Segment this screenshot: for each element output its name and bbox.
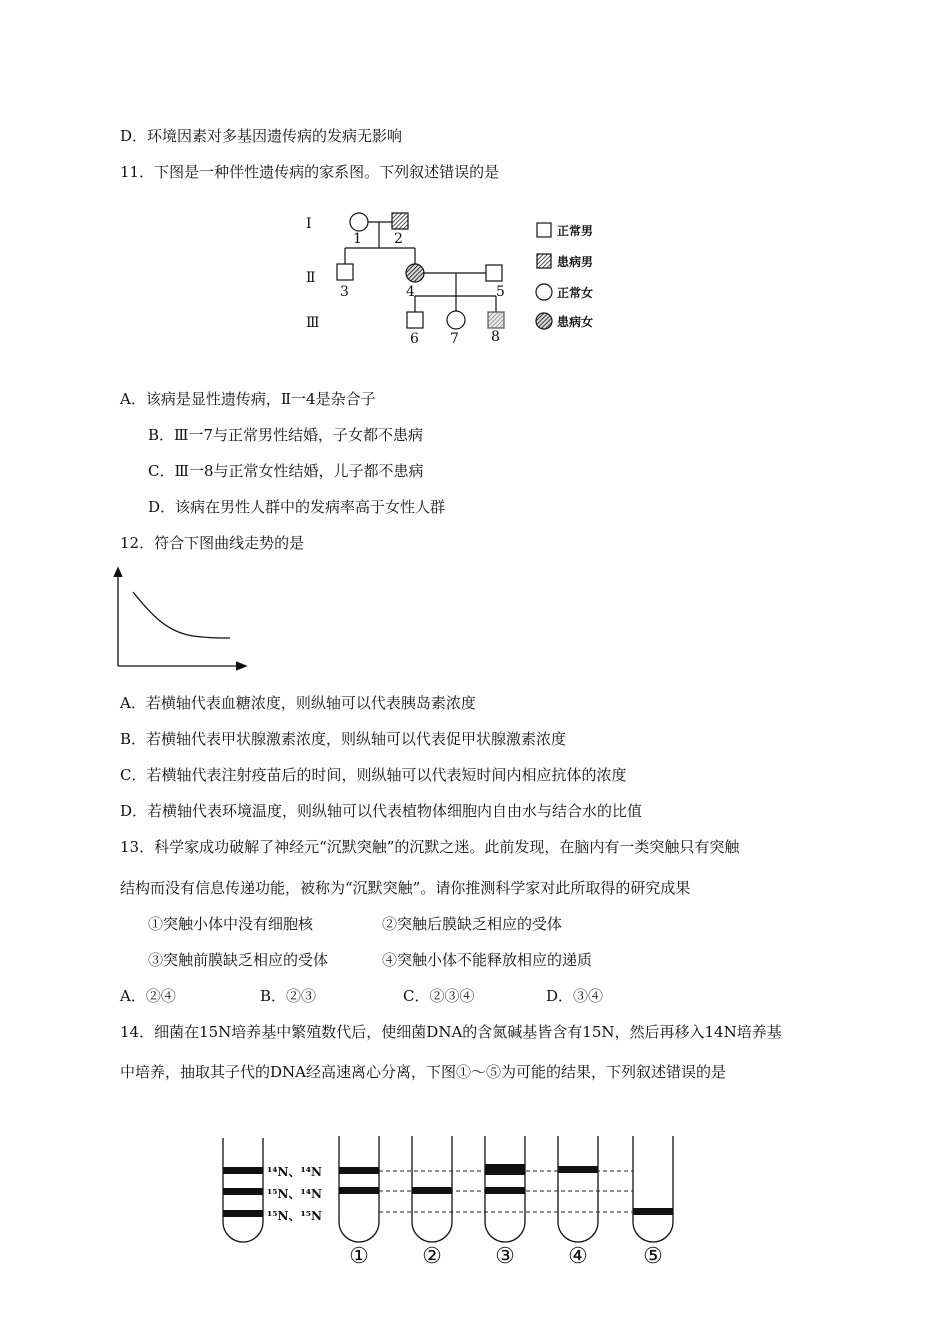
- individual-6-normal-male: [407, 312, 423, 328]
- legend-affected-male-icon: [537, 254, 551, 268]
- x-axis-arrow: [236, 662, 246, 670]
- individual-4-affected-female: [406, 264, 424, 282]
- individual-2-affected-male: [392, 213, 408, 229]
- individual-7-normal-female: [447, 311, 465, 329]
- tube-label-3: ③: [495, 1244, 515, 1269]
- individual-3-normal-male: [337, 264, 353, 280]
- y-axis-arrow: [114, 568, 122, 577]
- tube-label-4: ④: [568, 1244, 588, 1269]
- q12-option-c: C．若横轴代表注射疫苗后的时间，则纵轴可以代表短时间内相应抗体的浓度: [120, 766, 627, 784]
- q13-option-c: C．②③④: [403, 987, 475, 1005]
- legend-normal-female-icon: [536, 284, 552, 300]
- curve-graph: [108, 562, 253, 672]
- q10-option-d: D．环境因素对多基因遗传病的发病无影响: [120, 127, 403, 145]
- q11-option-c: C．Ⅲ一8与正常女性结婚，儿子都不患病: [148, 462, 424, 480]
- band-label-14n-14n: ¹⁴N、¹⁴N: [267, 1165, 322, 1179]
- tube-label-1: ①: [349, 1244, 369, 1269]
- gen-label-1: Ⅰ: [306, 216, 312, 232]
- tube2-band-15n-14n: [412, 1187, 452, 1194]
- individual-8-affected-male: [488, 312, 504, 328]
- legend-affected-female-icon: [536, 313, 552, 329]
- legend-normal-male-icon: [537, 223, 551, 237]
- ref-band-15n-14n: [223, 1188, 263, 1195]
- q12-stem: 12．符合下图曲线走势的是: [120, 534, 305, 552]
- tube1-band-15n-14n: [339, 1187, 379, 1194]
- tube1-band-14n-14n: [339, 1167, 379, 1174]
- id-3: 3: [340, 284, 349, 300]
- id-7: 7: [450, 331, 459, 347]
- id-1: 1: [353, 231, 362, 247]
- tube3-band-14n-14n: [485, 1164, 525, 1175]
- tube-label-5: ⑤: [643, 1244, 663, 1269]
- legend-affected-male: 患病男: [557, 255, 594, 269]
- q11-option-a: A．该病是显性遗传病，Ⅱ一4是杂合子: [120, 390, 376, 408]
- band-label-15n-15n: ¹⁵N、¹⁵N: [267, 1209, 322, 1223]
- ref-band-15n-15n: [223, 1210, 263, 1217]
- legend-normal-male: 正常男: [557, 224, 594, 238]
- q13-statement-1: ①突触小体中没有细胞核: [148, 915, 314, 933]
- q13-option-a: A．②④: [120, 987, 176, 1005]
- q12-option-d: D．若横轴代表环境温度，则纵轴可以代表植物体细胞内自由水与结合水的比值: [120, 802, 643, 820]
- individual-1-normal-female: [350, 213, 368, 231]
- q11-option-d: D．该病在男性人群中的发病率高于女性人群: [148, 498, 446, 516]
- q11-stem: 11．下图是一种伴性遗传病的家系图。下列叙述错误的是: [120, 163, 500, 181]
- tube3-band-15n-14n: [485, 1187, 525, 1194]
- gen-label-2: Ⅱ: [306, 270, 316, 286]
- q11-option-b: B．Ⅲ一7与正常男性结婚，子女都不患病: [148, 426, 424, 444]
- q12-option-b: B．若横轴代表甲状腺激素浓度，则纵轴可以代表促甲状腺激素浓度: [120, 730, 567, 748]
- tube5-band-15n-15n: [633, 1208, 673, 1215]
- q14-stem-line2: 中培养，抽取其子代的DNA经高速离心分离，下图①～⑤为可能的结果，下列叙述错误的是: [120, 1063, 726, 1081]
- q13-option-d: D．③④: [546, 987, 604, 1005]
- q13-stem-line2: 结构而没有信息传递功能，被称为“沉默突触”。请你推测科学家对此所取得的研究成果: [120, 879, 691, 897]
- id-4: 4: [406, 284, 415, 300]
- legend-normal-female: 正常女: [557, 286, 594, 300]
- dna-centrifuge-diagram: [215, 1130, 685, 1270]
- tube4-band-14n-14n: [558, 1166, 598, 1173]
- id-6: 6: [410, 331, 419, 347]
- band-label-15n-14n: ¹⁵N、¹⁴N: [267, 1187, 322, 1201]
- id-5: 5: [496, 284, 505, 300]
- gen-label-3: Ⅲ: [306, 315, 320, 331]
- tube-4: [558, 1136, 598, 1242]
- q14-stem-line1: 14．细菌在15N培养基中繁殖数代后，使细菌DNA的含氮碱基皆含有15N，然后再移入14N培养基: [120, 1023, 782, 1041]
- tube-label-2: ②: [422, 1244, 442, 1269]
- pedigree-diagram: [300, 200, 630, 350]
- ref-band-14n-14n: [223, 1167, 263, 1174]
- individual-5-normal-male: [486, 265, 502, 281]
- decreasing-curve: [133, 592, 230, 638]
- id-8: 8: [491, 329, 500, 345]
- legend-affected-female: 患病女: [557, 315, 594, 329]
- q13-statement-2: ②突触后膜缺乏相应的受体: [382, 915, 563, 933]
- q13-stem-line1: 13．科学家成功破解了神经元“沉默突触”的沉默之迷。此前发现，在脑内有一类突触只有突触: [120, 838, 740, 856]
- tube-5: [633, 1136, 673, 1242]
- q13-option-b: B．②③: [260, 987, 317, 1005]
- q13-statement-3: ③突触前膜缺乏相应的受体: [148, 951, 329, 969]
- q13-statement-4: ④突触小体不能释放相应的递质: [382, 951, 593, 969]
- q12-option-a: A．若横轴代表血糖浓度，则纵轴可以代表胰岛素浓度: [120, 694, 476, 712]
- id-2: 2: [394, 231, 403, 247]
